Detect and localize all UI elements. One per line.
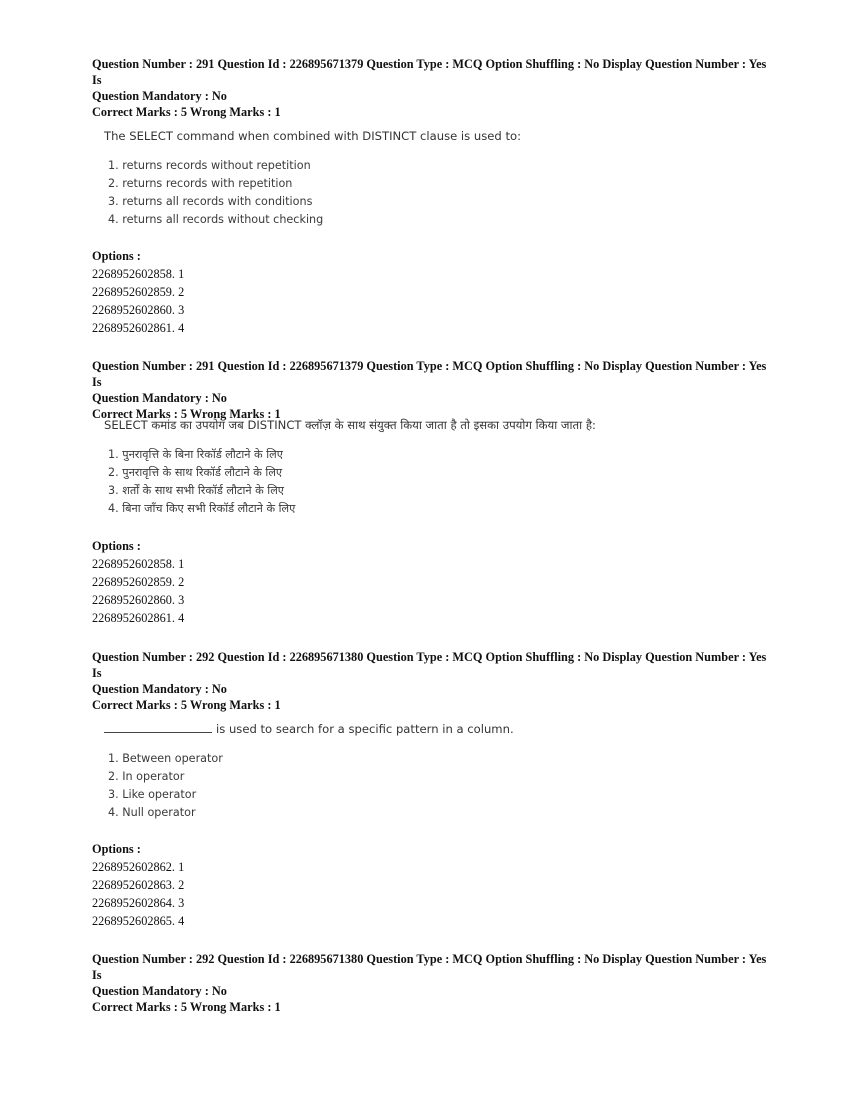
fill-in-blank	[104, 721, 212, 733]
question-meta-line2: Question Mandatory : No	[92, 984, 227, 998]
choice-item: 3. returns all records with conditions	[108, 195, 313, 208]
question-meta-line1: Question Number : 291 Question Id : 226895671379 Question Type : MCQ Option Shuffling : No Display Question Number : Yes Is	[92, 57, 767, 87]
question-marks: Correct Marks : 5 Wrong Marks : 1	[92, 698, 281, 712]
question-text: The SELECT command when combined with DISTINCT clause is used to:	[104, 129, 521, 143]
choice-item: 1. Between operator	[108, 752, 223, 765]
choice-item: 3. शर्तों के साथ सभी रिकॉर्ड लौटाने के लिए	[108, 484, 284, 497]
option-item: 2268952602860. 3	[92, 593, 185, 607]
option-item: 2268952602861. 4	[92, 321, 185, 335]
option-item: 2268952602865. 4	[92, 914, 185, 928]
question-block-291-hi	[92, 358, 772, 633]
option-item: 2268952602861. 4	[92, 611, 185, 625]
question-meta-line2: Question Mandatory : No	[92, 391, 227, 405]
question-marks: Correct Marks : 5 Wrong Marks : 1	[92, 105, 281, 119]
choice-item: 2. returns records with repetition	[108, 177, 293, 190]
choice-item: 3. Like operator	[108, 788, 197, 801]
option-item: 2268952602862. 1	[92, 860, 185, 874]
options-title: Options :	[92, 539, 141, 553]
question-text-row	[104, 720, 514, 738]
option-item: 2268952602858. 1	[92, 557, 185, 571]
option-item: 2268952602859. 2	[92, 575, 185, 589]
option-item: 2268952602864. 3	[92, 896, 185, 910]
option-item: 2268952602860. 3	[92, 303, 185, 317]
question-text: is used to search for a specific pattern in a column.	[216, 722, 514, 736]
options-list	[92, 555, 184, 627]
question-meta-line1: Question Number : 292 Question Id : 226895671380 Question Type : MCQ Option Shuffling : No Display Question Number : Yes Is	[92, 650, 767, 680]
question-marks: Correct Marks : 5 Wrong Marks : 1	[92, 407, 281, 421]
choice-item: 4. बिना जाँच किए सभी रिकॉर्ड लौटाने के लिए	[108, 502, 296, 515]
options-list	[92, 858, 184, 930]
question-choices	[108, 157, 323, 229]
question-block-292-en	[92, 649, 772, 934]
options-list	[92, 265, 184, 337]
options-title: Options :	[92, 842, 141, 856]
question-meta-line2: Question Mandatory : No	[92, 682, 227, 696]
choice-item: 1. पुनरावृत्ति के बिना रिकॉर्ड लौटाने के लिए	[108, 448, 283, 461]
choice-item: 4. returns all records without checking	[108, 213, 324, 226]
choice-item: 1. returns records without repetition	[108, 159, 311, 172]
options-title: Options :	[92, 249, 141, 263]
question-meta-line2: Question Mandatory : No	[92, 89, 227, 103]
question-block-292-hi	[92, 951, 772, 1014]
question-meta-line1: Question Number : 291 Question Id : 226895671379 Question Type : MCQ Option Shuffling : No Display Question Number : Yes Is	[92, 359, 767, 389]
question-text: SELECT कमांड का उपयोग जब DISTINCT क्लॉज़ के साथ संयुक्त किया जाता है तो इसका उपयोग किया जाता है:	[104, 418, 596, 432]
question-marks: Correct Marks : 5 Wrong Marks : 1	[92, 1000, 281, 1014]
question-choices	[108, 446, 295, 518]
question-block-291-en	[92, 56, 772, 346]
choice-item: 2. In operator	[108, 770, 185, 783]
question-choices	[108, 750, 223, 822]
question-meta-line1: Question Number : 292 Question Id : 226895671380 Question Type : MCQ Option Shuffling : No Display Question Number : Yes Is	[92, 952, 767, 982]
option-item: 2268952602859. 2	[92, 285, 185, 299]
option-item: 2268952602858. 1	[92, 267, 185, 281]
choice-item: 4. Null operator	[108, 806, 196, 819]
option-item: 2268952602863. 2	[92, 878, 185, 892]
choice-item: 2. पुनरावृत्ति के साथ रिकॉर्ड लौटाने के लिए	[108, 466, 283, 479]
